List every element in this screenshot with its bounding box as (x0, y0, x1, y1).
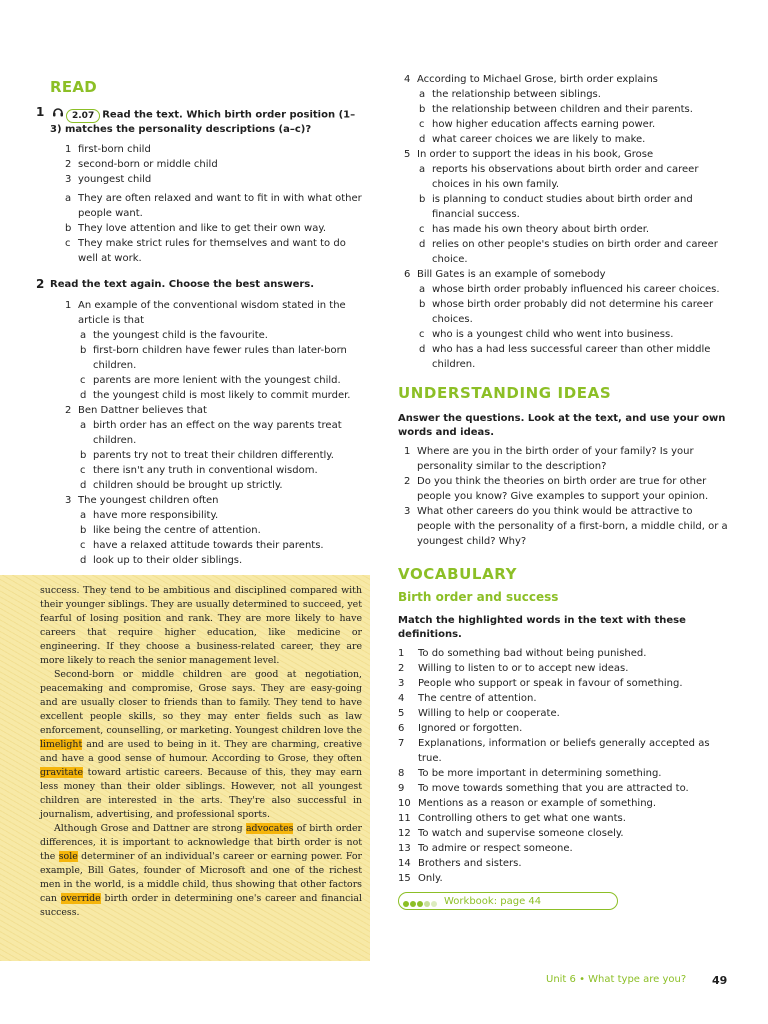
question-6: 6 Bill Gates is an example of somebody a whose birth order probably influenced his career choices. b whose birth order probably did not determine his career choices. c who is a youngest child who went into business. d who has a had less successful career than other middle children. (404, 267, 728, 372)
answer-option[interactable]: b parents try not to treat their children differently. (80, 450, 334, 461)
understanding-heading: UNDERSTANDING IDEAS (398, 384, 612, 402)
highlighted-word: sole (58, 851, 78, 862)
list-item: 2 Willing to listen to or to accept new ideas. (398, 663, 629, 674)
list-item: 4 The centre of attention. (398, 693, 537, 704)
workbook-label: Workbook: page 44 (444, 895, 542, 907)
answer-option[interactable]: d what career choices we are likely to make. (419, 134, 646, 145)
vocabulary-subheading: Birth order and success (398, 590, 559, 604)
list-item: 3 What other careers do you think would be attractive to people with the personality of a first-born, a middle child, or a youngest child? Why? (404, 506, 728, 547)
answer-option[interactable]: a the youngest child is the favourite. (80, 330, 268, 341)
answer-option[interactable]: c who is a youngest child who went into business. (419, 329, 674, 340)
passage-paragraph: Second-born or middle children are good at negotiation, peacemaking and compromise, Grose says. They are easy-going and are usually closer to friends than to family. They tend to have excellent people skills, so they may enter fields such as law enforcement, counselling, or marketing. Youngest children love the limelight and are used to being in it. They are charming, creative and have a good sense of humour. According to Grose, they often gravitate toward artistic careers. Because of this, they may earn less money than their older siblings. However, not all youngest children are interested in the arts. They're also successful in journalism, advertising, and professional sports. (40, 669, 362, 820)
answer-option[interactable]: d relies on other people's studies on birth order and career choice. (419, 239, 718, 265)
vocabulary-instruction: Match the highlighted words in the text with these definitions. (398, 615, 686, 640)
position-list (65, 142, 362, 187)
passage-paragraph: Although Grose and Dattner are strong advocates of birth order differences, it is important to acknowledge that birth order is not the sole determiner of an individual's career or earning power. For example, Bill Gates, founder of Microsoft and one of the richest men in the world, is a middle child, thus showing that other factors can override birth order in determining one's career and financial success. (40, 823, 363, 918)
list-item: 1 Where are you in the birth order of your family? Is your personality similar to the description? (404, 446, 694, 472)
vocabulary-list (398, 646, 728, 886)
exercise-1 (36, 105, 362, 137)
headphones-icon[interactable] (52, 106, 64, 123)
question-1: 1 An example of the conventional wisdom stated in the article is that a the youngest child is the favourite. b first-born children have fewer rules than later-born children. c parents are more lenient with the youngest child. d the youngest child is most likely to commit murder. (65, 298, 362, 403)
answer-option[interactable]: b whose birth order probably did not determine his career choices. (419, 299, 714, 325)
passage-paragraph: success. They tend to be ambitious and disciplined compared with their younger siblings. They are usually determined to succeed, yet fearful of losing position and rank. They are more likely to have careers that require higher education, like medicine or engineering. If they choose a business-related career, they are more likely to reach the senior management level. (40, 585, 362, 666)
answer-option[interactable]: b first-born children have fewer rules than later-born children. (80, 345, 347, 371)
exercise-1-number: 1 (36, 105, 45, 119)
answer-option[interactable]: a reports his observations about birth order and career choices in his own family. (419, 164, 699, 190)
list-item: 11 Controlling others to get what one wants. (398, 813, 626, 824)
answer-option[interactable]: c there isn't any truth in conventional wisdom. (80, 465, 318, 476)
exercise-2-number: 2 (36, 277, 45, 291)
list-item: 9 To move towards something that you are attracted to. (398, 783, 689, 794)
footer-unit-label: Unit 6 • What type are you? (546, 974, 687, 985)
list-item: 2 second-born or middle child (65, 159, 218, 170)
audio-track-badge[interactable]: 2.07 (66, 109, 100, 123)
list-item: 8 To be more important in determining something. (398, 768, 662, 779)
list-item: 6 Ignored or forgotten. (398, 723, 523, 734)
list-item: 3 youngest child (65, 174, 152, 185)
answer-option[interactable]: c parents are more lenient with the youngest child. (80, 375, 341, 386)
answer-option[interactable]: b is planning to conduct studies about birth order and financial success. (419, 194, 693, 220)
question-5: 5 In order to support the ideas in his book, Grose a reports his observations about birth order and career choices in his own family. b is planning to conduct studies about birth order and financial success. c has made his own theory about birth order. d relies on other people's studies on birth order and career choice. (404, 147, 728, 267)
question-3: 3 The youngest children often a have more responsibility. b like being the centre of attention. c have a relaxed attitude towards their parents. d look up to their older siblings. (65, 493, 362, 568)
answer-option[interactable]: a birth order has an effect on the way parents treat children. (80, 420, 342, 446)
highlighted-word: gravitate (40, 767, 84, 778)
highlighted-word: advocates (245, 823, 294, 834)
answer-option[interactable]: d look up to their older siblings. (80, 555, 243, 566)
exercise-1-instruction: Read the text. Which birth order position (1–3) matches the personality descriptions (a–c)? (50, 109, 356, 135)
list-item: 1 first-born child (65, 144, 151, 155)
list-item: 3 People who support or speak in favour of something. (398, 678, 683, 689)
list-item: a They are often relaxed and want to fit in with what other people want. (65, 193, 362, 219)
understanding-instruction: Answer the questions. Look at the text, and use your own words and ideas. (398, 413, 726, 438)
highlighted-word: limelight (40, 739, 83, 750)
vocabulary-heading: VOCABULARY (398, 565, 518, 583)
answer-option[interactable]: c how higher education affects earning power. (419, 119, 656, 130)
list-item: c They make strict rules for themselves and want to do well at work. (65, 238, 346, 264)
list-item: 5 Willing to help or cooperate. (398, 708, 560, 719)
exercise-2-instruction: Read the text again. Choose the best answers. (50, 279, 315, 290)
exercise-2 (36, 277, 362, 292)
answer-option[interactable]: c have a relaxed attitude towards their parents. (80, 540, 324, 551)
list-item: 12 To watch and supervise someone closely. (398, 828, 624, 839)
answer-option[interactable]: a whose birth order probably influenced his career choices. (419, 284, 720, 295)
answer-option[interactable]: a have more responsibility. (80, 510, 219, 521)
list-item: 1 To do something bad without being punished. (398, 648, 647, 659)
answer-option[interactable]: c has made his own theory about birth order. (419, 224, 650, 235)
answer-option[interactable]: a the relationship between siblings. (419, 89, 601, 100)
reading-passage (40, 584, 362, 920)
answer-option[interactable]: b the relationship between children and their parents. (419, 104, 693, 115)
answer-option[interactable]: d children should be brought up strictly. (80, 480, 283, 491)
answer-option[interactable]: b like being the centre of attention. (80, 525, 261, 536)
understanding-list (404, 444, 728, 549)
list-item: 15 Only. (398, 873, 443, 884)
highlighted-word: override (60, 893, 101, 904)
list-item: 7 Explanations, information or beliefs generally accepted as true. (398, 738, 710, 764)
question-4: 4 According to Michael Grose, birth order explains a the relationship between siblings. b the relationship between children and their parents. c how higher education affects earning power. d what career choices we are likely to make. (404, 72, 728, 147)
progress-dots-icon (403, 892, 438, 911)
list-item: 10 Mentions as a reason or example of something. (398, 798, 657, 809)
workbook-reference[interactable] (398, 892, 618, 910)
answer-option[interactable]: d the youngest child is most likely to commit murder. (80, 390, 351, 401)
left-column (36, 78, 362, 568)
read-heading: READ (50, 78, 98, 96)
question-2: 2 Ben Dattner believes that a birth order has an effect on the way parents treat children. b parents try not to treat their children differently. c there isn't any truth in conventional wisdom. d children should be brought up strictly. (65, 403, 362, 493)
list-item: b They love attention and like to get their own way. (65, 223, 327, 234)
page-number: 49 (712, 974, 728, 987)
list-item: 13 To admire or respect someone. (398, 843, 573, 854)
answer-option[interactable]: d who has a had less successful career than other middle children. (419, 344, 711, 370)
description-list (65, 191, 362, 266)
list-item: 14 Brothers and sisters. (398, 858, 522, 869)
right-column (398, 72, 728, 911)
list-item: 2 Do you think the theories on birth order are true for other people you know? Give examples to support your opinion. (404, 476, 709, 502)
